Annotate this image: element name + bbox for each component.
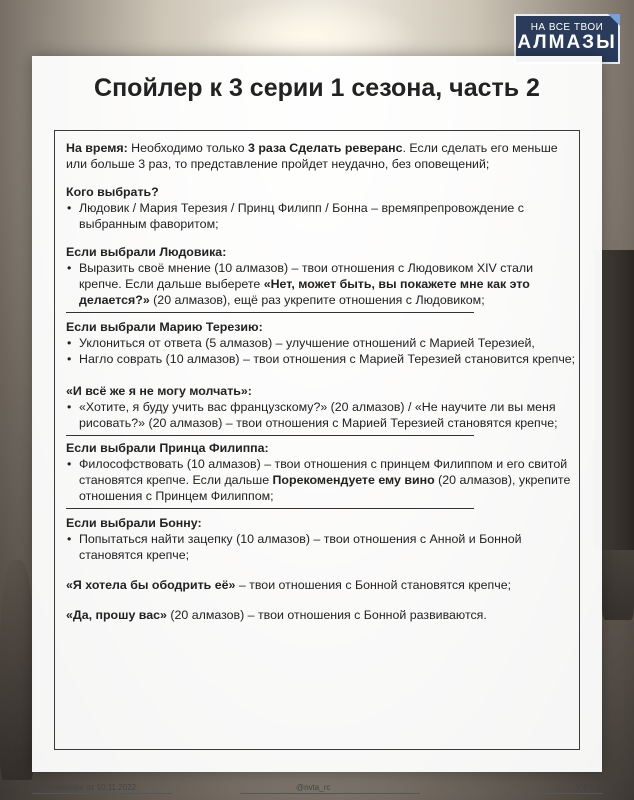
section-philippe: [66, 440, 578, 509]
section-maria-theresa: [66, 319, 578, 367]
footer-handle: @nvta_rc: [296, 783, 331, 792]
section-cannot-be-silent: [66, 383, 578, 436]
section-heading: Если выбрали Марию Терезию:: [66, 320, 263, 334]
louis-text-1: Выразить своё мнение (10 алмазов) – твои отношения с Людовиком XIV стали крепче. Если дальше выберете: [79, 261, 534, 291]
section-heading: Кого выбрать?: [66, 185, 159, 199]
background-chess-piece-left: [0, 560, 34, 780]
section-divider: [66, 435, 474, 436]
logo-line-1: НА ВСЕ ТВОИ: [530, 22, 604, 33]
footer-line-left: [32, 793, 172, 794]
section-encourage: [66, 577, 578, 593]
encourage-line: [66, 577, 578, 593]
philippe-text-2: (20 алмазов), укрепите отношения с Принцем Филиппом;: [79, 473, 571, 503]
list-item: • Уклониться от ответа (5 алмазов) – улучшение отношений с Марией Терезией,: [66, 335, 578, 351]
louis-text-2: (20 алмазов), ещё раз укрепите отношения с Людовиком;: [149, 293, 485, 307]
section-choose: [66, 184, 578, 232]
encourage-text: – твои отношения с Бонной становятся крепче;: [235, 578, 512, 592]
list-item: • Нагло соврать (10 алмазов) – твои отношения с Марией Терезией становится крепче;: [66, 351, 578, 367]
section-heading: Если выбрали Бонну:: [66, 516, 202, 530]
list-item: • «Хотите, я буду учить вас французскому?» (20 алмазов) / «Не научите ли вы меня рисовать?» (20 алмазов) – твои отношения с Марией Терезией становятся крепче;: [66, 399, 578, 431]
timed-text-1: Необходимо только: [127, 141, 248, 155]
page-footer: [0, 778, 634, 800]
philippe-bold: Порекомендуете ему вино: [272, 473, 435, 487]
logo-line-2: АЛМАЗЫ: [517, 32, 617, 53]
yes-please-line: [66, 607, 578, 623]
yes-please-text: (20 алмазов) – твои отношения с Бонной развиваются.: [166, 608, 487, 622]
section-heading: Если выбрали Принца Филиппа:: [66, 441, 269, 455]
section-bonne: [66, 515, 578, 563]
section-divider: [66, 312, 474, 313]
yes-please-bold: «Да, прошу вас»: [66, 608, 167, 622]
philippe-text-1: Философствовать (10 алмазов) – твои отношения с принцем Филиппом и его свитой становятся крепче. Если дальше: [79, 457, 568, 487]
footer-line-right: [520, 793, 602, 794]
list-item: [66, 260, 578, 308]
spoiler-content: [66, 140, 578, 623]
timed-bold: 3 раза Сделать реверанс: [248, 141, 403, 155]
logo-corner-accent: [608, 14, 620, 26]
footer-update-date: Обновление от 10.11.2022: [38, 783, 137, 792]
timed-note: [66, 140, 572, 172]
timed-label: На время:: [66, 141, 128, 155]
louis-bold: «Нет, может быть, вы покажете мне как это делается?»: [79, 277, 530, 307]
section-heading: Если выбрали Людовика:: [66, 245, 227, 259]
page-title: Спойлер к 3 серии 1 сезона, часть 2: [94, 74, 540, 102]
footer-line-mid: [240, 793, 420, 794]
section-louis: [66, 244, 578, 313]
footer-version: V 0.1: [576, 783, 595, 792]
section-divider: [66, 508, 474, 509]
list-item: • Людовик / Мария Терезия / Принц Филипп / Бонна – времяпрепровождение с выбранным фаворитом;: [66, 200, 578, 232]
timed-text-2: . Если сделать его меньше или больше 3 раз, то представление пройдет неудачно, без оповещений;: [66, 141, 558, 171]
document-sheet: [32, 56, 602, 772]
section-heading: «И всё же я не могу молчать»:: [66, 384, 252, 398]
section-yes-please: [66, 607, 578, 623]
list-item: [66, 456, 578, 504]
list-item: • Попытаться найти зацепку (10 алмазов) – твои отношения с Анной и Бонной становятся крепче;: [66, 531, 578, 563]
encourage-bold: «Я хотела бы ободрить её»: [66, 578, 236, 592]
